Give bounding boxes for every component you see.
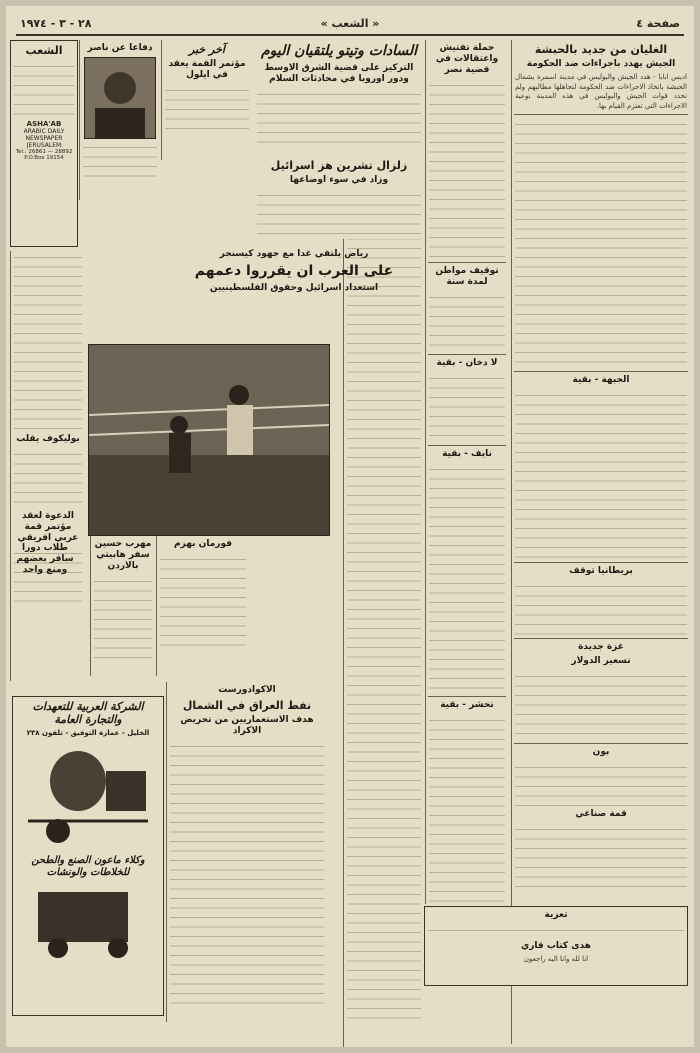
kissinger-kicker: رياض يلتقي غدا مع جهود كيسنجر [219, 249, 369, 259]
pobox: P.O.Box 19154 [24, 155, 64, 161]
headline-front: الجبهة - بقية [572, 375, 630, 385]
headline-production: توقيف مواطن لمدة سنة [435, 266, 499, 287]
headline-bonn: بون [592, 747, 610, 757]
quake-subhead: وزاد في سوء اوضاعها [289, 175, 389, 185]
filler-text [515, 118, 687, 368]
english-city: JERUSALEM [26, 142, 62, 149]
quake-block [254, 156, 424, 246]
kurds-label: الاكوادورست [218, 685, 276, 695]
flash-text: مؤتمر القمة يعقد في ايلول [168, 59, 246, 80]
flash-headline: آخر خبر [189, 43, 225, 56]
headline-summit: قمة صناعي [575, 809, 627, 819]
left-lower [10, 251, 85, 681]
masthead-box [10, 40, 78, 247]
boxing-scene [89, 345, 329, 535]
nasser-portrait [84, 57, 156, 139]
kissinger-subhead: استعداد اسرائيل وحقوق الفلسطينيين [209, 283, 379, 293]
hussein-headline: مهرب حسين سفر هابيتي بالاردن [94, 539, 152, 571]
students-real [10, 540, 80, 580]
headline-oil: نايف - بقية [442, 449, 492, 459]
mixer-illustration [18, 741, 158, 851]
headline-britain: بريطانيا توقف [569, 566, 633, 576]
nasser-headline: دفاعا عن ناصر [87, 43, 153, 53]
condolence-box [424, 906, 688, 986]
headline-gaza: غزة جديدة [578, 642, 624, 652]
ad-top-name: الشعب [25, 44, 63, 57]
paper-name: « الشعب » [320, 17, 380, 30]
portrait-graphic [85, 58, 155, 138]
advert-company: الشركة العربية للتعهدات والتجارة العامة [32, 700, 144, 726]
banner-headline: السادات وتيتو يلتقيان اليوم [260, 43, 418, 59]
bolivia-headline: بوليكوف يقلب [16, 434, 80, 444]
column-middle [425, 40, 508, 904]
kissinger-block [164, 246, 424, 336]
winch-illustration [18, 882, 158, 962]
headline-inquiry: حملة تفتيش واعتقالات في قضية نصر [435, 43, 499, 75]
kissinger-headline: على العرب ان يقرروا دعمهم [194, 263, 394, 279]
flash-column [161, 40, 252, 160]
condolence-name: هدى كتاب قاري [521, 941, 591, 951]
iraq-block [166, 682, 327, 1022]
students-overlay [86, 540, 148, 690]
headline-remainder: تحشر - بقية [440, 700, 494, 710]
lead-text: اديس ابابا - هدد الجيش والبوليس في مدينة اسمرة بشمال الحبشة باتخاذ الاجراءات ضد الحكومة لتجاهلها مطالبهم ولم تحدد قوات الجيش والبوليس في هذه المدينة نوعية الاجراءات التي تعتزم القيام بها. [515, 73, 687, 110]
issue-date: ٢٨ - ٣ - ١٩٧٤ [20, 17, 92, 30]
iraq-headline: نفط العراق في الشمال [182, 699, 312, 712]
page-number: صفحة ٤ [636, 17, 680, 30]
masthead-bar [16, 14, 684, 36]
photo-caption: فورمان بهزم [174, 539, 232, 549]
iraq-subhead: هدف الاستعماريين من تحريض الاكراد [180, 715, 314, 736]
english-title: ASHA'AB [26, 120, 62, 128]
boxing-photo [88, 344, 330, 536]
advert-agents: وكلاء ماعون الصنع والطحن للخلاطات والونشات [31, 855, 145, 878]
headline-smoking: لا دخان - بقية [436, 358, 498, 368]
headline-abyssinia: الغليان من جديد بالحبشة [534, 43, 668, 56]
condolence-text: انا لله وانا اليه راجعون [523, 955, 589, 963]
advert-box [12, 696, 164, 1016]
students-headline: طلاب دورا سافر بعضهم ومنع واحد [16, 543, 74, 575]
english-sub: ARABIC DAILY NEWSPAPER [23, 128, 65, 142]
photo-caption-col [156, 536, 249, 676]
subhead-army: الجيش يهدد باجراءات ضد الحكومة [526, 59, 676, 69]
nasser-column [79, 40, 160, 200]
newspaper-page [6, 6, 694, 1047]
headline-dollar: تسعير الدولار [571, 656, 631, 666]
call-headline: الدعوة لعقد مؤتمر قمة عربي افريقي [17, 511, 79, 543]
quake-headline: زلزال تشرين هز اسرائيل [270, 159, 408, 172]
tel: Tel.: 26861 — 28892 [15, 149, 73, 155]
advert-address: الخليل - عمارة التوفيق - تلفون ٢٣٨ [26, 729, 150, 737]
column-right [511, 40, 690, 1044]
condolence-title: تعزية [544, 910, 568, 920]
banner-subhead: التركيز على قضية الشرق الاوسط ودور اوروبا في محادثات السلام [264, 63, 414, 84]
